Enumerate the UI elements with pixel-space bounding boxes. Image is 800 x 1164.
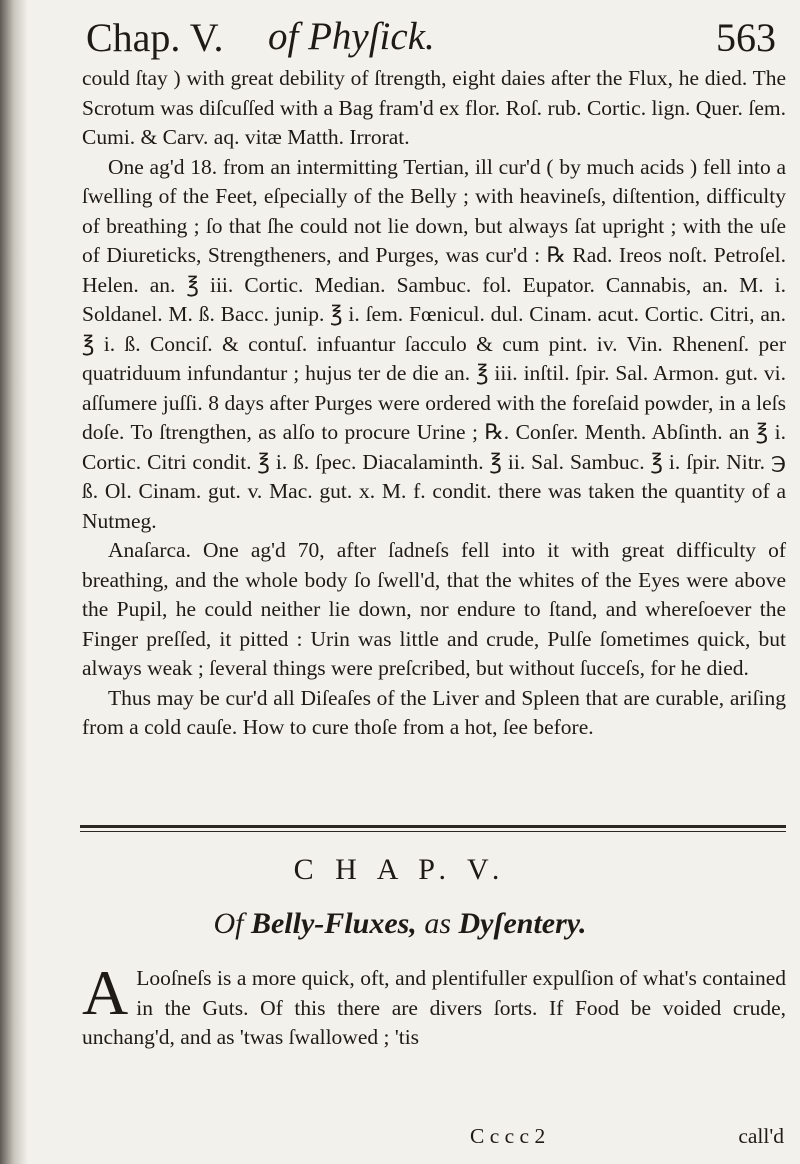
chapter-body — [82, 957, 786, 1053]
drop-cap: A — [82, 957, 129, 1028]
catchword: call'd — [738, 1124, 784, 1148]
chapter-title-prefix: Of — [213, 907, 244, 940]
page-number: 563 — [716, 15, 776, 60]
paragraph-1: could ſtay ) with great debility of ſtrength, eight daies after the Flux, he died. The Scrotum was diſcuſſed with a Bag fram'd ex flor. Roſ. rub. Cortic. lign. Quer. ſem. Cumi. & Carv. aq. vitæ Matth. Irrorat. — [82, 66, 786, 149]
chapter-title — [0, 907, 800, 941]
page-gutter-shadow — [0, 0, 28, 1164]
body-text — [82, 64, 786, 743]
signature-mark: C c c c 2 — [470, 1124, 546, 1148]
section-rule — [80, 825, 786, 828]
chapter-title-mid: as — [424, 907, 451, 940]
chapter-paragraph-text: Looſneſs is a more quick, oft, and plentifuller expulſion of what's contained in the Guts. Of this there are divers ſorts. If Food be voided crude, unchang'd, and as 'twas ſwallowed ; 'tis — [82, 966, 786, 1049]
chapter-paragraph — [82, 957, 786, 1053]
header-chapter: Chap. V. — [86, 15, 224, 60]
paragraph-3: Anaſarca. One ag'd 70, after ſadneſs fell into it with great difficulty of breathing, and the whole body ſo ſwell'd, that the whites of the Eyes were above the Pupil, he could neither lie down, nor endure to ſtand, and whereſoever the Finger preſſed, it pitted : Urin was little and crude, Pulſe ſometimes quick, but always weak ; ſeveral things were preſcribed, but without ſucceſs, for he died. — [82, 538, 786, 680]
running-header — [86, 14, 776, 70]
chapter-title-main: Belly-Fluxes, — [250, 907, 417, 940]
paragraph-2: One ag'd 18. from an intermitting Tertian, ill cur'd ( by much acids ) fell into a ſwelling of the Feet, eſpecially of the Belly ; with heavineſs, diſtention, difficulty of breathing ; ſo that ſhe could not lie down, but always ſat upright ; with the uſe of Diureticks, Strengtheners, and Purges, was cur'd : ℞ Rad. Ireos noſt. Petroſel. Helen. an. ℥ iii. Cortic. Median. Sambuc. fol. Eupator. Cannabis, an. M. i. Soldanel. M. ß. Bacc. junip. ℥ i. ſem. Fœnicul. dul. Cinam. acut. Cortic. Citri, an. ℥ i. ß. Conciſ. & contuſ. infuantur ſacculo & cum pint. iv. Vin. Rhenenſ. per quatriduum infundantur ; hujus ter de die an. ℥ iii. inſtil. ſpir. Sal. Armon. gut. vi. aſſumere juſſi. 8 days after Purges were ordered with the foreſaid powder, in a leſs doſe. To ſtrengthen, as alſo to procure Urine ; ℞. Conſer. Menth. Abſinth. an ℥ i. Cortic. Citri condit. ℥ i. ß. ſpec. Diacalaminth. ℥ ii. Sal. Sambuc. ℥ i. ſpir. Nitr. ℈ ß. Ol. Cinam. gut. v. Mac. gut. x. M. f. condit. there was taken the quantity of a Nutmeg. — [82, 154, 786, 533]
header-title: of Phyſick. — [268, 15, 435, 58]
paragraph-4: Thus may be cur'd all Diſeaſes of the Liver and Spleen that are curable, ariſing from a cold cauſe. How to cure thoſe from a hot, ſee before. — [82, 685, 786, 739]
chapter-title-end: Dyſentery. — [458, 907, 587, 940]
section-rule-thin — [80, 831, 786, 832]
chapter-heading: C H A P. V. — [293, 853, 507, 886]
